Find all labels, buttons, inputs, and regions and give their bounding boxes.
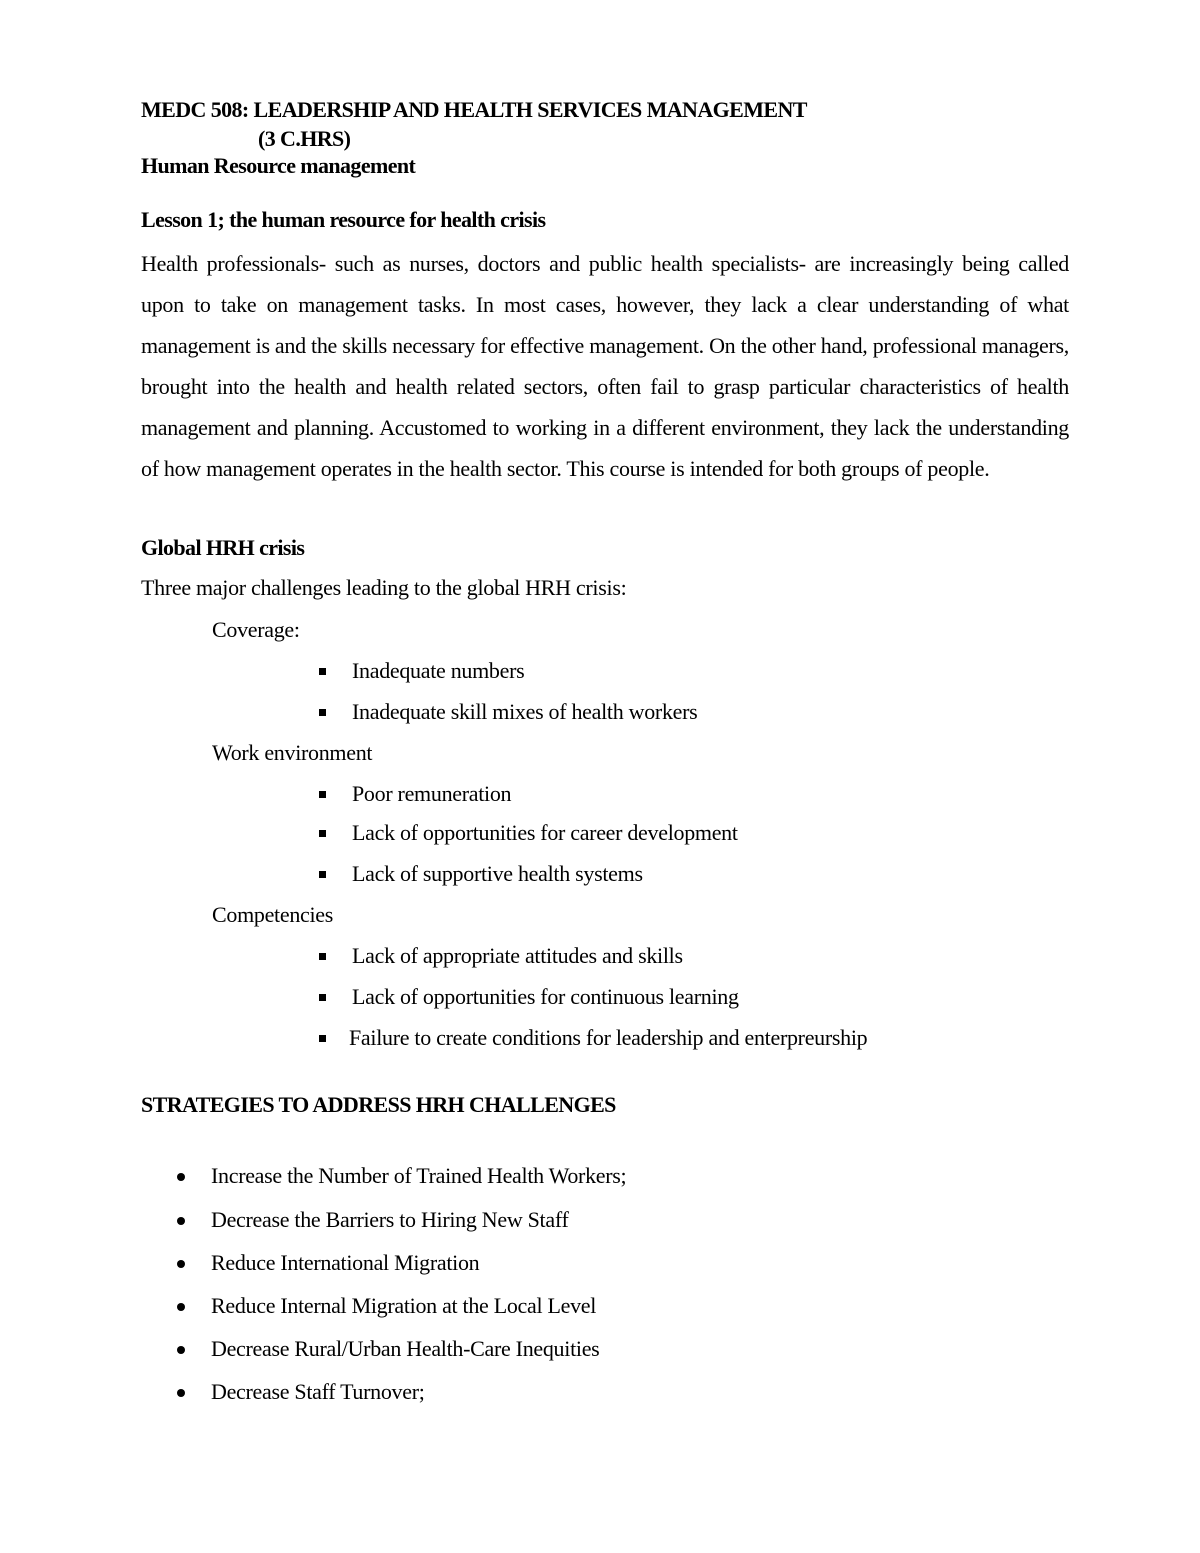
bullet-dot-icon [177, 1303, 185, 1311]
strategy-item-text: Decrease the Barriers to Hiring New Staff [211, 1207, 569, 1232]
challenge-item-text: Poor remuneration [352, 781, 512, 806]
challenge-item [352, 781, 511, 807]
challenge-item [352, 658, 524, 684]
bullet-dot-icon [177, 1173, 185, 1181]
course-credits: (3 C.HRS) [258, 126, 351, 151]
crisis-intro: Three major challenges leading to the global HRH crisis: [141, 575, 627, 600]
strategy-item [211, 1293, 596, 1319]
intro-paragraph: Health professionals- such as nurses, doctors and public health specialists- are increasingly being called upon to take on management tasks. In most cases, however, they lack a clear understanding of what management is and the skills necessary for effective management. On the other hand, professional managers, brought into the health and health related sectors, often fail to grasp particular characteristics of health management and planning. Accustomed to working in a different environment, they lack the understanding of how management operates in the health sector. This course is intended for both groups of people. [141, 251, 1069, 481]
challenge-item-text: Inadequate skill mixes of health workers [352, 699, 698, 724]
challenge-item [352, 699, 697, 725]
challenge-item [349, 1025, 867, 1051]
strategy-item [211, 1336, 599, 1362]
square-bullet-icon [319, 994, 326, 1001]
crisis-heading: Global HRH crisis [141, 535, 305, 560]
challenge-item [352, 943, 683, 969]
square-bullet-icon [319, 953, 326, 960]
challenge-item-text: Lack of appropriate attitudes and skills [352, 943, 683, 968]
bullet-dot-icon [177, 1217, 185, 1225]
course-title: MEDC 508: LEADERSHIP AND HEALTH SERVICES MANAGEMENT [141, 97, 807, 122]
challenge-item-text: Inadequate numbers [352, 658, 525, 683]
strategies-heading: STRATEGIES TO ADDRESS HRH CHALLENGES [141, 1092, 616, 1117]
challenge-item-text: Failure to create conditions for leadership and enterpreurship [349, 1025, 868, 1050]
strategy-item-text: Increase the Number of Trained Health Workers; [211, 1163, 627, 1188]
challenge-category-work-environment: Work environment [212, 740, 373, 765]
square-bullet-icon [319, 871, 326, 878]
challenge-item-text: Lack of supportive health systems [352, 861, 643, 886]
challenge-item [352, 820, 738, 846]
lesson-heading: Lesson 1; the human resource for health crisis [141, 207, 546, 232]
strategy-item [211, 1250, 479, 1276]
challenge-category-competencies: Competencies [212, 902, 334, 927]
bullet-dot-icon [177, 1346, 185, 1354]
square-bullet-icon [319, 1035, 326, 1042]
challenge-item [352, 861, 643, 887]
strategy-item [211, 1207, 569, 1233]
strategy-item-text: Reduce Internal Migration at the Local Level [211, 1293, 597, 1318]
strategy-item-text: Reduce International Migration [211, 1250, 480, 1275]
challenge-item-text: Lack of opportunities for career development [352, 820, 738, 845]
challenge-category-coverage: Coverage: [212, 617, 300, 642]
square-bullet-icon [319, 830, 326, 837]
challenge-item [352, 984, 739, 1010]
course-subtitle: Human Resource management [141, 153, 416, 178]
strategy-item [211, 1163, 626, 1189]
square-bullet-icon [319, 709, 326, 716]
square-bullet-icon [319, 791, 326, 798]
strategy-item-text: Decrease Staff Turnover; [211, 1379, 425, 1404]
strategy-item-text: Decrease Rural/Urban Health-Care Inequities [211, 1336, 600, 1361]
challenge-item-text: Lack of opportunities for continuous learning [352, 984, 739, 1009]
bullet-dot-icon [177, 1389, 185, 1397]
bullet-dot-icon [177, 1260, 185, 1268]
square-bullet-icon [319, 668, 326, 675]
strategy-item [211, 1379, 425, 1405]
